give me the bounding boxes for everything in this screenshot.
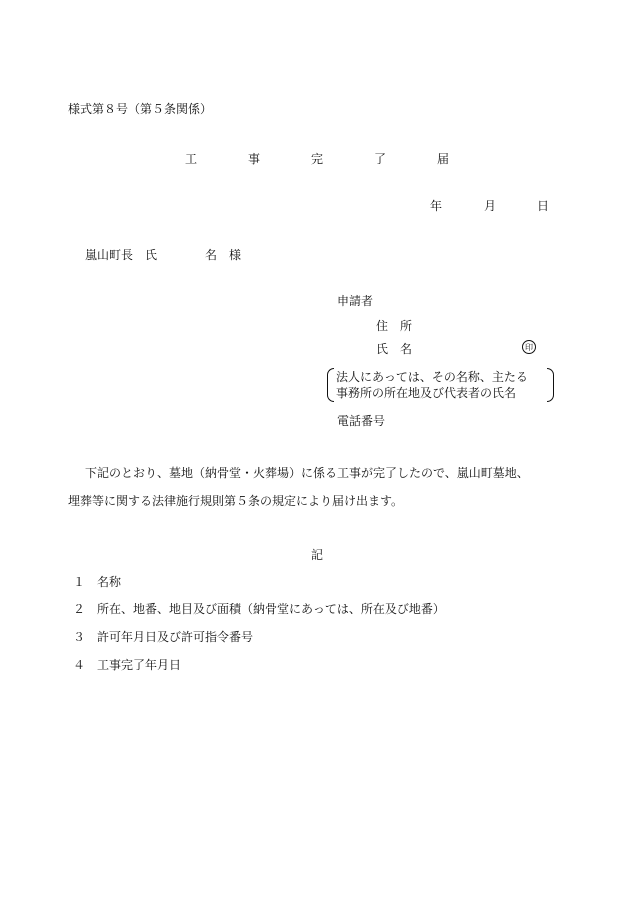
item-number-1: １ — [73, 575, 86, 589]
date-day-label: 日 — [537, 199, 550, 213]
item-text-1: 名称 — [97, 575, 122, 589]
date-year-label: 年 — [430, 199, 443, 213]
addressee: 嵐山町長 氏 名 様 — [85, 248, 242, 262]
item-number-4: ４ — [73, 658, 86, 672]
ki-heading: 記 — [311, 548, 324, 562]
date-month-label: 月 — [484, 199, 497, 213]
title-char-5: 届 — [437, 152, 450, 166]
form-number: 様式第８号（第５条関係） — [68, 102, 213, 116]
corporation-note-line-1: 法人にあっては、その名称、主たる — [336, 370, 528, 384]
title-char-1: 工 — [185, 152, 198, 166]
item-number-3: ３ — [73, 630, 86, 644]
left-bracket — [327, 368, 334, 402]
body-text-line-2: 埋葬等に関する法律施行規則第５条の規定により届け出ます。 — [68, 494, 404, 508]
item-text-3: 許可年月日及び許可指令番号 — [97, 630, 254, 644]
corporation-note-line-2: 事務所の所在地及び代表者の氏名 — [336, 386, 517, 400]
name-label: 氏 名 — [376, 342, 413, 356]
seal-mark: 印 — [522, 340, 536, 354]
corporation-note — [327, 368, 554, 402]
phone-label: 電話番号 — [337, 414, 386, 428]
item-number-2: ２ — [73, 602, 86, 616]
title-char-2: 事 — [248, 152, 261, 166]
item-text-2: 所在、地番、地目及び面積（納骨堂にあっては、所在及び地番） — [97, 602, 445, 616]
address-label: 住 所 — [376, 319, 413, 333]
title-char-3: 完 — [311, 152, 324, 166]
body-text-line-1: 下記のとおり、墓地（納骨堂・火葬場）に係る工事が完了したので、嵐山町墓地、 — [85, 466, 529, 480]
applicant-label: 申請者 — [337, 294, 374, 308]
right-bracket — [547, 368, 554, 402]
item-text-4: 工事完了年月日 — [97, 658, 182, 672]
title-char-4: 了 — [374, 152, 387, 166]
